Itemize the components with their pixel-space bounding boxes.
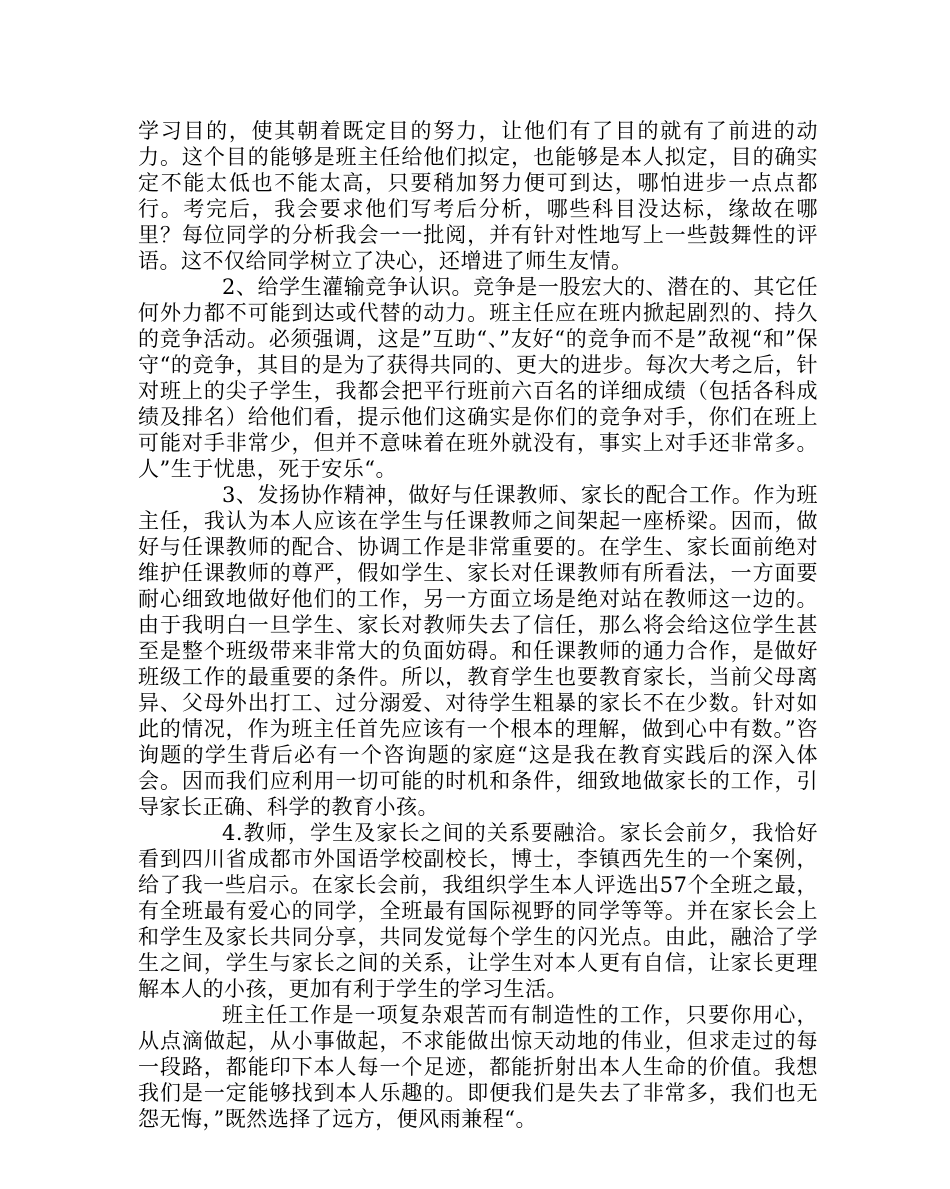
paragraph-conclusion: 班主任工作是一项复杂艰苦而有制造性的工作，只要你用心，从点滴做起，从小事做起，不求能做出惊天动地的伟业，但求走过的每一段路，都能印下本人每一个足迹，都能折射出本人生命的价值。我想我们是一定能够找到本人乐趣的。即便我们是失去了非常多，我们也无怨无悔，”既然选择了远方，便风雨兼程“。 (138, 1003, 818, 1131)
paragraph-relationships: 4.教师，学生及家长之间的关系要融洽。家长会前夕，我恰好看到四川省成都市外国语学校副校长，博士，李镇西先生的一个案例，给了我一些启示。在家长会前，我组织学生本人评选出57个全班之最，有全班最有爱心的同学，全班最有国际视野的同学等等。并在家长会上和学生及家长共同分享，共同发觉每个学生的闪光点。由此，融洽了学生之间，学生与家长之间的关系，让学生对本人更有自信，让家长更理解本人的小孩，更加有利于学生的学习生活。 (138, 821, 818, 1001)
document-body (138, 118, 818, 1132)
paragraph-study-goals: 学习目的，使其朝着既定目的努力，让他们有了目的就有了前进的动力。这个目的能够是班主任给他们拟定，也能够是本人拟定，目的确实定不能太低也不能太高，只要稍加努力便可到达，哪怕进步一点点都行。考完后，我会要求他们写考后分析，哪些科目没达标，缘故在哪里？每位同学的分析我会一一批阅，并有针对性地写上一些鼓舞性的评语。这不仅给同学树立了决心，还增进了师生友情。 (138, 119, 818, 273)
paragraph-cooperation: 3、发扬协作精神，做好与任课教师、家长的配合工作。作为班主任，我认为本人应该在学生与任课教师之间架起一座桥梁。因而，做好与任课教师的配合、协调工作是非常重要的。在学生、家长面前绝对维护任课教师的尊严，假如学生、家长对任课教师有所看法，一方面要耐心细致地做好他们的工作，另一方面立场是绝对站在教师这一边的。由于我明白一旦学生、家长对教师失去了信任，那么将会给这位学生甚至是整个班级带来非常大的负面妨碍。和任课教师的通力合作，是做好班级工作的最重要的条件。所以，教育学生也要教育家长，当前父母离异、父母外出打工、过分溺爱、对待学生粗暴的家长不在少数。针对如此的情况，作为班主任首先应该有一个根本的理解，做到心中有数。”咨询题的学生背后必有一个咨询题的家庭“这是我在教育实践后的深入体会。因而我们应利用一切可能的时机和条件，细致地做家长的工作，引导家长正确、科学的教育小孩。 (138, 483, 818, 819)
paragraph-competition: 2、给学生灌输竞争认识。竞争是一股宏大的、潜在的、其它任何外力都不可能到达或代替的动力。班主任应在班内掀起剧烈的、持久的竞争活动。必须强调，这是”互助“、”友好“的竞争而不是”敌视“和”保守“的竞争，其目的是为了获得共同的、更大的进步。每次大考之后，针对班上的尖子学生，我都会把平行班前六百名的详细成绩（包括各科成绩及排名）给他们看，提示他们这确实是你们的竞争对手，你们在班上可能对手非常少，但并不意味着在班外就没有，事实上对手还非常多。人”生于忧患，死于安乐“。 (138, 275, 818, 481)
